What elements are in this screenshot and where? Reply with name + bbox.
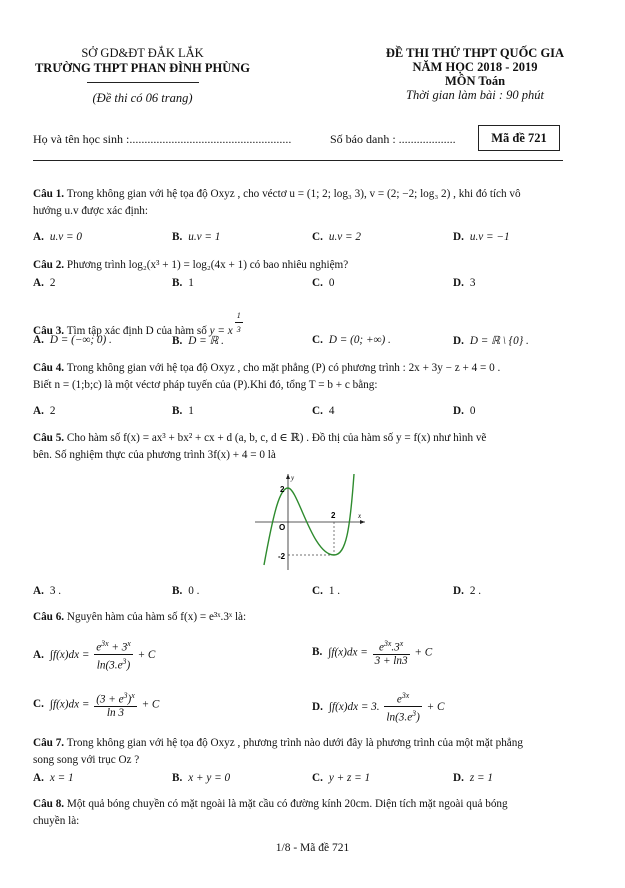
q5-option-b: B. 0 . xyxy=(172,585,200,597)
q6-label: Câu 6. xyxy=(33,611,65,623)
question-1 xyxy=(33,186,595,220)
q5-text-line1: Cho hàm số f(x) = ax³ + bx² + cx + d (a, b, c, d ∈ ℝ) . Đồ thị của hàm số y = f(x) như hình vẽ xyxy=(66,432,487,444)
graph-label-y-axis: y xyxy=(291,474,295,482)
q5-text-line2: bên. Số nghiệm thực của phương trình 3f(x) + 4 = 0 là xyxy=(33,449,276,461)
q5-function-graph xyxy=(250,470,370,575)
q6-option-b: B. ∫f(x)dx = $\frac{e^{3x}.3^x}{3 + \ln 3}$ + C xyxy=(312,639,433,667)
q2-label: Câu 2. xyxy=(33,259,65,271)
q1-option-d: D. u.v = −1 xyxy=(453,231,510,243)
info-divider xyxy=(33,160,563,161)
exam-year: NĂM HỌC 2018 - 2019 xyxy=(412,60,538,74)
q2-text: Phương trình log₂(x³ + 1) = log₂(4x + 1) có bao nhiêu nghiệm? xyxy=(66,259,349,271)
q3-option-d: D. D = ℝ \ {0} . xyxy=(453,335,529,347)
q5-label: Câu 5. xyxy=(33,432,65,444)
q1-option-a: A. u.v = 0 xyxy=(33,231,82,243)
exam-title: ĐỀ THI THỬ THPT QUỐC GIA xyxy=(385,46,565,60)
q3-option-a: A. D = (−∞; 0) . xyxy=(33,334,112,346)
q3-option-c: C. D = (0; +∞) . xyxy=(312,334,391,346)
q1-text-line2: hướng u.v được xác định: xyxy=(33,205,148,217)
q5-option-d: D. 2 . xyxy=(453,585,482,597)
q3-function: y = x $^{\frac{1}{3}}$ xyxy=(209,311,241,338)
q2-option-d: D. 3 xyxy=(453,277,476,289)
q7-option-b: B. x + y = 0 xyxy=(172,772,231,784)
q5-option-a: A. 3 . xyxy=(33,585,62,597)
graph-x-arrow xyxy=(360,520,365,524)
school-name: TRƯỜNG THPT PHAN ĐÌNH PHÙNG xyxy=(34,61,251,75)
pages-note: (Đề thi có 06 trang) xyxy=(92,91,193,105)
graph-label-y-top: 2 xyxy=(280,485,285,494)
question-7 xyxy=(33,735,595,769)
q3-text: Tìm tập xác định D của hàm số xyxy=(66,325,207,338)
exam-code-box: Mã đề 721 xyxy=(478,125,560,151)
graph-label-x-axis: x xyxy=(358,512,362,520)
graph-y-arrow xyxy=(286,474,290,479)
q1-option-c: C. u.v = 2 xyxy=(312,231,361,243)
q4-text-line1: Trong không gian với hệ tọa độ Oxyz , cho mặt phẳng (P) có phương trình : 2x + 3y − z + 4 = 0 . xyxy=(66,362,501,374)
graph-label-origin: O xyxy=(279,523,286,532)
header-left xyxy=(20,46,265,106)
q4-option-c: C. 4 xyxy=(312,405,335,417)
student-id-field: Số báo danh : ................... xyxy=(330,132,456,146)
header-right xyxy=(340,46,610,102)
question-6 xyxy=(33,609,595,626)
q8-text-line2: chuyền là: xyxy=(33,815,80,827)
q6-option-a: A. ∫f(x)dx = $\frac{e^{3x} + 3^x}{\ln(3.e^3)}$ + C xyxy=(33,639,156,672)
q4-label: Câu 4. xyxy=(33,362,65,374)
q8-label: Câu 8. xyxy=(33,798,65,810)
q5-option-c: C. 1 . xyxy=(312,585,341,597)
q1-label: Câu 1. xyxy=(33,188,65,200)
q7-option-d: D. z = 1 xyxy=(453,772,493,784)
header-divider xyxy=(87,82,199,83)
student-name-field: Họ và tên học sinh :...................................................... xyxy=(33,132,292,146)
graph-label-y-bot: -2 xyxy=(278,552,286,561)
q4-text-line2: Biết n = (1;b;c) là một véctơ pháp tuyến của (P).Khi đó, tổng T = b + c bằng: xyxy=(33,379,378,391)
q4-option-a: A. 2 xyxy=(33,405,56,417)
exam-subject: MÔN Toán xyxy=(444,74,506,88)
q6-text: Nguyên hàm của hàm số f(x) = e³ˣ.3ˣ là: xyxy=(66,611,247,623)
q1-option-b: B. u.v = 1 xyxy=(172,231,221,243)
q7-option-a: A. x = 1 xyxy=(33,772,74,784)
q2-option-b: B. 1 xyxy=(172,277,194,289)
q2-option-c: C. 0 xyxy=(312,277,335,289)
q8-text-line1: Một quả bóng chuyền có mặt ngoài là mặt cầu có đường kính 20cm. Diện tích mặt ngoài quả bóng xyxy=(66,798,508,810)
q4-option-b: B. 1 xyxy=(172,405,194,417)
dept-name: SỞ GD&ĐT ĐẮK LẮK xyxy=(81,46,204,60)
q6-option-d: D. ∫f(x)dx = 3. $\frac{e^{3x}}{\ln(3.e^3)}$ + C xyxy=(312,691,445,724)
q3-label: Câu 3. xyxy=(33,325,65,338)
q3-option-b: B. D = ℝ . xyxy=(172,335,224,347)
q6-option-c: C. ∫f(x)dx = $\frac{(3 + e^3)^x}{\ln 3}$ + C xyxy=(33,691,160,719)
question-5 xyxy=(33,430,595,464)
question-4 xyxy=(33,360,595,394)
question-8 xyxy=(33,796,595,830)
question-2 xyxy=(33,257,595,274)
exam-time: Thời gian làm bài : 90 phút xyxy=(406,88,544,102)
q7-text-line1: Trong không gian với hệ tọa độ Oxyz , phương trình nào dưới đây là phương trình của một mặt phẳng xyxy=(66,737,523,749)
page-footer: 1/8 - Mã đề 721 xyxy=(275,842,350,854)
q7-option-c: C. y + z = 1 xyxy=(312,772,371,784)
q2-option-a: A. 2 xyxy=(33,277,56,289)
q1-text-line1: Trong không gian với hệ tọa độ Oxyz , cho véctơ u = (1; 2; log₃ 3), v = (2; −2; log₃ 2) , khi đó tích vô xyxy=(66,188,521,200)
q4-option-d: D. 0 xyxy=(453,405,476,417)
q7-label: Câu 7. xyxy=(33,737,65,749)
graph-label-x-mark: 2 xyxy=(331,511,336,520)
q7-text-line2: song song với trục Oz ? xyxy=(33,754,140,766)
